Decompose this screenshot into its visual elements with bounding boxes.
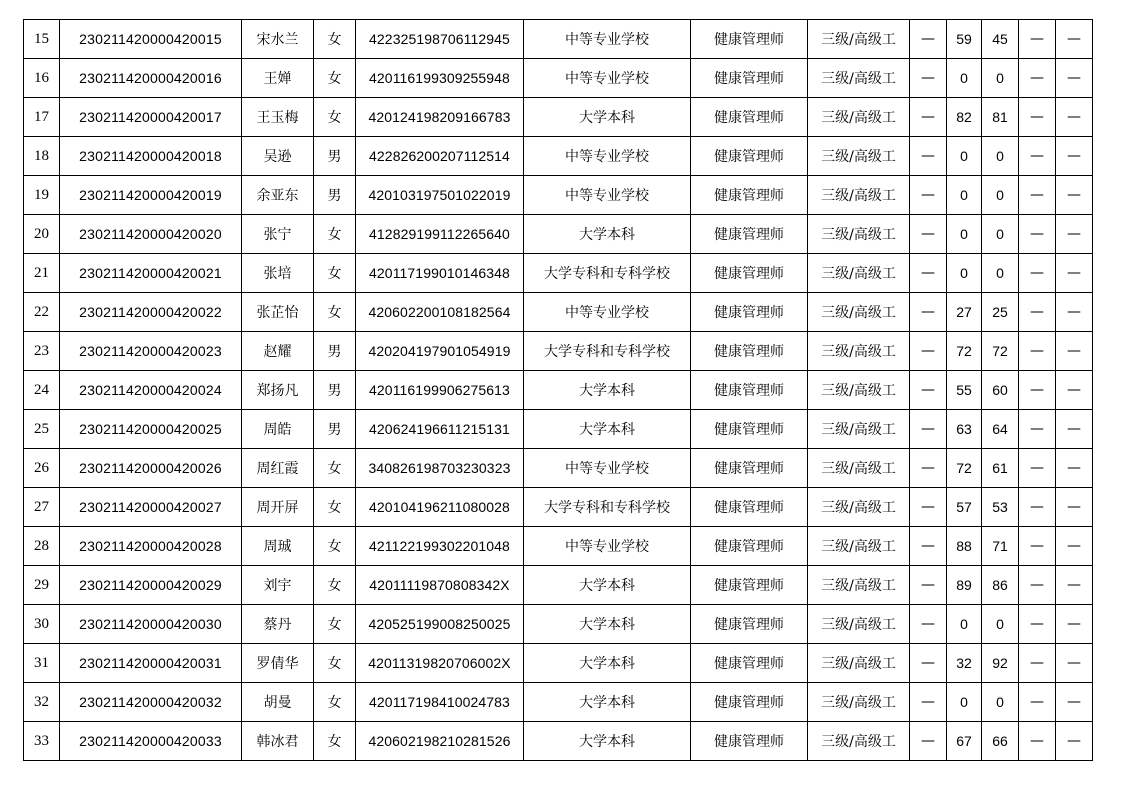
name-cell: 刘宇 — [242, 566, 314, 605]
name-cell: 王玉梅 — [242, 98, 314, 137]
level-cell: 三级/高级工 — [808, 722, 910, 761]
ticket-number-cell: 230211420000420027 — [60, 488, 242, 527]
education-cell: 中等专业学校 — [524, 449, 691, 488]
dash-cell: — — [1019, 215, 1056, 254]
seq-cell: 31 — [24, 644, 60, 683]
occupation-cell: 健康管理师 — [691, 98, 808, 137]
ticket-number-cell: 230211420000420021 — [60, 254, 242, 293]
score-theory-cell: 63 — [947, 410, 982, 449]
score-theory-cell: 0 — [947, 683, 982, 722]
table-row — [24, 722, 1093, 761]
seq-cell: 22 — [24, 293, 60, 332]
score-theory-cell: 0 — [947, 605, 982, 644]
dash-cell: — — [910, 605, 947, 644]
seq-cell: 25 — [24, 410, 60, 449]
id-number-cell: 340826198703230323 — [356, 449, 524, 488]
gender-cell: 女 — [314, 566, 356, 605]
id-number-cell: 42011319820706002X — [356, 644, 524, 683]
occupation-cell: 健康管理师 — [691, 449, 808, 488]
gender-cell: 女 — [314, 59, 356, 98]
level-cell: 三级/高级工 — [808, 254, 910, 293]
ticket-number-cell: 230211420000420019 — [60, 176, 242, 215]
score-theory-cell: 67 — [947, 722, 982, 761]
dash-cell: — — [1019, 644, 1056, 683]
occupation-cell: 健康管理师 — [691, 644, 808, 683]
score-theory-cell: 82 — [947, 98, 982, 137]
score-theory-cell: 89 — [947, 566, 982, 605]
dash-cell: — — [1056, 137, 1093, 176]
ticket-number-cell: 230211420000420023 — [60, 332, 242, 371]
score-theory-cell: 72 — [947, 332, 982, 371]
table-row — [24, 254, 1093, 293]
level-cell: 三级/高级工 — [808, 488, 910, 527]
id-number-cell: 420116199906275613 — [356, 371, 524, 410]
id-number-cell: 412829199112265640 — [356, 215, 524, 254]
dash-cell: — — [1056, 215, 1093, 254]
level-cell: 三级/高级工 — [808, 605, 910, 644]
dash-cell: — — [910, 722, 947, 761]
dash-cell: — — [1019, 59, 1056, 98]
table-row — [24, 293, 1093, 332]
id-number-cell: 422826200207112514 — [356, 137, 524, 176]
dash-cell: — — [1056, 683, 1093, 722]
table-row — [24, 605, 1093, 644]
name-cell: 周开屏 — [242, 488, 314, 527]
ticket-number-cell: 230211420000420031 — [60, 644, 242, 683]
gender-cell: 男 — [314, 137, 356, 176]
education-cell: 中等专业学校 — [524, 20, 691, 59]
occupation-cell: 健康管理师 — [691, 254, 808, 293]
ticket-number-cell: 230211420000420024 — [60, 371, 242, 410]
seq-cell: 23 — [24, 332, 60, 371]
dash-cell: — — [910, 215, 947, 254]
score-theory-cell: 55 — [947, 371, 982, 410]
score-theory-cell: 32 — [947, 644, 982, 683]
id-number-cell: 420104196211080028 — [356, 488, 524, 527]
level-cell: 三级/高级工 — [808, 371, 910, 410]
name-cell: 周皓 — [242, 410, 314, 449]
id-number-cell: 420602200108182564 — [356, 293, 524, 332]
score-skill-cell: 0 — [982, 59, 1019, 98]
name-cell: 罗倩华 — [242, 644, 314, 683]
dash-cell: — — [1056, 371, 1093, 410]
education-cell: 大学本科 — [524, 410, 691, 449]
id-number-cell: 422325198706112945 — [356, 20, 524, 59]
score-skill-cell: 72 — [982, 332, 1019, 371]
dash-cell: — — [1056, 410, 1093, 449]
gender-cell: 女 — [314, 20, 356, 59]
level-cell: 三级/高级工 — [808, 644, 910, 683]
score-skill-cell: 0 — [982, 137, 1019, 176]
name-cell: 张培 — [242, 254, 314, 293]
seq-cell: 18 — [24, 137, 60, 176]
occupation-cell: 健康管理师 — [691, 410, 808, 449]
table-row — [24, 59, 1093, 98]
score-skill-cell: 92 — [982, 644, 1019, 683]
score-skill-cell: 81 — [982, 98, 1019, 137]
education-cell: 大学本科 — [524, 644, 691, 683]
dash-cell: — — [910, 20, 947, 59]
score-skill-cell: 0 — [982, 683, 1019, 722]
level-cell: 三级/高级工 — [808, 527, 910, 566]
ticket-number-cell: 230211420000420033 — [60, 722, 242, 761]
seq-cell: 19 — [24, 176, 60, 215]
seq-cell: 17 — [24, 98, 60, 137]
dash-cell: — — [1019, 605, 1056, 644]
ticket-number-cell: 230211420000420029 — [60, 566, 242, 605]
ticket-number-cell: 230211420000420020 — [60, 215, 242, 254]
ticket-number-cell: 230211420000420030 — [60, 605, 242, 644]
occupation-cell: 健康管理师 — [691, 332, 808, 371]
dash-cell: — — [910, 644, 947, 683]
dash-cell: — — [1056, 176, 1093, 215]
score-theory-cell: 0 — [947, 215, 982, 254]
dash-cell: — — [1056, 488, 1093, 527]
dash-cell: — — [910, 527, 947, 566]
ticket-number-cell: 230211420000420026 — [60, 449, 242, 488]
occupation-cell: 健康管理师 — [691, 683, 808, 722]
id-number-cell: 420117199010146348 — [356, 254, 524, 293]
score-skill-cell: 71 — [982, 527, 1019, 566]
gender-cell: 男 — [314, 371, 356, 410]
dash-cell: — — [1019, 488, 1056, 527]
education-cell: 中等专业学校 — [524, 137, 691, 176]
gender-cell: 女 — [314, 98, 356, 137]
occupation-cell: 健康管理师 — [691, 722, 808, 761]
score-theory-cell: 27 — [947, 293, 982, 332]
score-skill-cell: 25 — [982, 293, 1019, 332]
gender-cell: 女 — [314, 605, 356, 644]
seq-cell: 26 — [24, 449, 60, 488]
occupation-cell: 健康管理师 — [691, 488, 808, 527]
table-row — [24, 137, 1093, 176]
dash-cell: — — [910, 410, 947, 449]
dash-cell: — — [910, 488, 947, 527]
education-cell: 大学本科 — [524, 605, 691, 644]
dash-cell: — — [1019, 98, 1056, 137]
dash-cell: — — [1019, 449, 1056, 488]
score-theory-cell: 88 — [947, 527, 982, 566]
seq-cell: 27 — [24, 488, 60, 527]
dash-cell: — — [1056, 98, 1093, 137]
dash-cell: — — [1019, 137, 1056, 176]
score-skill-cell: 60 — [982, 371, 1019, 410]
table-row — [24, 488, 1093, 527]
score-theory-cell: 0 — [947, 59, 982, 98]
dash-cell: — — [1019, 566, 1056, 605]
gender-cell: 女 — [314, 527, 356, 566]
dash-cell: — — [1019, 176, 1056, 215]
seq-cell: 30 — [24, 605, 60, 644]
occupation-cell: 健康管理师 — [691, 59, 808, 98]
ticket-number-cell: 230211420000420028 — [60, 527, 242, 566]
score-skill-cell: 66 — [982, 722, 1019, 761]
name-cell: 周珹 — [242, 527, 314, 566]
ticket-number-cell: 230211420000420032 — [60, 683, 242, 722]
name-cell: 吴逊 — [242, 137, 314, 176]
level-cell: 三级/高级工 — [808, 20, 910, 59]
gender-cell: 女 — [314, 722, 356, 761]
name-cell: 赵耀 — [242, 332, 314, 371]
name-cell: 郑扬凡 — [242, 371, 314, 410]
seq-cell: 20 — [24, 215, 60, 254]
score-theory-cell: 72 — [947, 449, 982, 488]
gender-cell: 女 — [314, 683, 356, 722]
id-number-cell: 420103197501022019 — [356, 176, 524, 215]
table-row — [24, 332, 1093, 371]
occupation-cell: 健康管理师 — [691, 20, 808, 59]
table-row — [24, 644, 1093, 683]
score-skill-cell: 45 — [982, 20, 1019, 59]
education-cell: 大学本科 — [524, 683, 691, 722]
table-row — [24, 449, 1093, 488]
name-cell: 王婵 — [242, 59, 314, 98]
education-cell: 大学本科 — [524, 566, 691, 605]
name-cell: 周红霞 — [242, 449, 314, 488]
score-skill-cell: 0 — [982, 254, 1019, 293]
education-cell: 大学专科和专科学校 — [524, 254, 691, 293]
gender-cell: 女 — [314, 215, 356, 254]
education-cell: 大学专科和专科学校 — [524, 488, 691, 527]
dash-cell: — — [1019, 527, 1056, 566]
gender-cell: 女 — [314, 254, 356, 293]
seq-cell: 32 — [24, 683, 60, 722]
education-cell: 大学本科 — [524, 371, 691, 410]
gender-cell: 女 — [314, 488, 356, 527]
ticket-number-cell: 230211420000420022 — [60, 293, 242, 332]
education-cell: 大学专科和专科学校 — [524, 332, 691, 371]
results-table — [23, 19, 1093, 761]
id-number-cell: 421122199302201048 — [356, 527, 524, 566]
education-cell: 大学本科 — [524, 722, 691, 761]
gender-cell: 男 — [314, 176, 356, 215]
level-cell: 三级/高级工 — [808, 449, 910, 488]
dash-cell: — — [1056, 722, 1093, 761]
dash-cell: — — [1019, 254, 1056, 293]
name-cell: 张宁 — [242, 215, 314, 254]
dash-cell: — — [1056, 527, 1093, 566]
dash-cell: — — [910, 98, 947, 137]
id-number-cell: 420602198210281526 — [356, 722, 524, 761]
dash-cell: — — [1019, 722, 1056, 761]
level-cell: 三级/高级工 — [808, 293, 910, 332]
ticket-number-cell: 230211420000420015 — [60, 20, 242, 59]
dash-cell: — — [1056, 644, 1093, 683]
seq-cell: 16 — [24, 59, 60, 98]
name-cell: 胡曼 — [242, 683, 314, 722]
seq-cell: 28 — [24, 527, 60, 566]
ticket-number-cell: 230211420000420018 — [60, 137, 242, 176]
dash-cell: — — [910, 449, 947, 488]
score-skill-cell: 64 — [982, 410, 1019, 449]
dash-cell: — — [1056, 254, 1093, 293]
score-theory-cell: 0 — [947, 137, 982, 176]
id-number-cell: 420117198410024783 — [356, 683, 524, 722]
name-cell: 余亚东 — [242, 176, 314, 215]
id-number-cell: 420204197901054919 — [356, 332, 524, 371]
education-cell: 大学本科 — [524, 98, 691, 137]
level-cell: 三级/高级工 — [808, 683, 910, 722]
score-theory-cell: 0 — [947, 176, 982, 215]
level-cell: 三级/高级工 — [808, 59, 910, 98]
education-cell: 中等专业学校 — [524, 293, 691, 332]
dash-cell: — — [910, 176, 947, 215]
occupation-cell: 健康管理师 — [691, 137, 808, 176]
dash-cell: — — [910, 683, 947, 722]
dash-cell: — — [1056, 59, 1093, 98]
education-cell: 中等专业学校 — [524, 527, 691, 566]
table-row — [24, 371, 1093, 410]
occupation-cell: 健康管理师 — [691, 176, 808, 215]
dash-cell: — — [1056, 20, 1093, 59]
dash-cell: — — [910, 59, 947, 98]
table-row — [24, 683, 1093, 722]
level-cell: 三级/高级工 — [808, 137, 910, 176]
dash-cell: — — [1056, 605, 1093, 644]
table-row — [24, 20, 1093, 59]
name-cell: 张芷怡 — [242, 293, 314, 332]
gender-cell: 女 — [314, 644, 356, 683]
score-theory-cell: 57 — [947, 488, 982, 527]
ticket-number-cell: 230211420000420025 — [60, 410, 242, 449]
occupation-cell: 健康管理师 — [691, 293, 808, 332]
level-cell: 三级/高级工 — [808, 176, 910, 215]
score-theory-cell: 0 — [947, 254, 982, 293]
table-row — [24, 176, 1093, 215]
seq-cell: 24 — [24, 371, 60, 410]
level-cell: 三级/高级工 — [808, 215, 910, 254]
ticket-number-cell: 230211420000420016 — [60, 59, 242, 98]
gender-cell: 女 — [314, 449, 356, 488]
id-number-cell: 420116199309255948 — [356, 59, 524, 98]
score-skill-cell: 0 — [982, 215, 1019, 254]
id-number-cell: 42011119870808342X — [356, 566, 524, 605]
score-skill-cell: 61 — [982, 449, 1019, 488]
table-row — [24, 98, 1093, 137]
dash-cell: — — [1019, 293, 1056, 332]
level-cell: 三级/高级工 — [808, 98, 910, 137]
dash-cell: — — [1056, 449, 1093, 488]
name-cell: 韩冰君 — [242, 722, 314, 761]
table-row — [24, 566, 1093, 605]
score-skill-cell: 0 — [982, 176, 1019, 215]
level-cell: 三级/高级工 — [808, 410, 910, 449]
seq-cell: 15 — [24, 20, 60, 59]
score-skill-cell: 86 — [982, 566, 1019, 605]
ticket-number-cell: 230211420000420017 — [60, 98, 242, 137]
dash-cell: — — [910, 566, 947, 605]
dash-cell: — — [1019, 683, 1056, 722]
id-number-cell: 420124198209166783 — [356, 98, 524, 137]
level-cell: 三级/高级工 — [808, 566, 910, 605]
dash-cell: — — [1056, 332, 1093, 371]
level-cell: 三级/高级工 — [808, 332, 910, 371]
id-number-cell: 420525199008250025 — [356, 605, 524, 644]
dash-cell: — — [910, 137, 947, 176]
gender-cell: 男 — [314, 410, 356, 449]
dash-cell: — — [1056, 566, 1093, 605]
seq-cell: 29 — [24, 566, 60, 605]
dash-cell: — — [910, 254, 947, 293]
seq-cell: 21 — [24, 254, 60, 293]
occupation-cell: 健康管理师 — [691, 566, 808, 605]
dash-cell: — — [1019, 332, 1056, 371]
gender-cell: 男 — [314, 332, 356, 371]
dash-cell: — — [1019, 371, 1056, 410]
table-row — [24, 215, 1093, 254]
table-body — [24, 20, 1093, 761]
score-theory-cell: 59 — [947, 20, 982, 59]
name-cell: 宋水兰 — [242, 20, 314, 59]
score-skill-cell: 0 — [982, 605, 1019, 644]
score-skill-cell: 53 — [982, 488, 1019, 527]
dash-cell: — — [910, 293, 947, 332]
occupation-cell: 健康管理师 — [691, 527, 808, 566]
dash-cell: — — [1056, 293, 1093, 332]
table-row — [24, 527, 1093, 566]
seq-cell: 33 — [24, 722, 60, 761]
id-number-cell: 420624196611215131 — [356, 410, 524, 449]
gender-cell: 女 — [314, 293, 356, 332]
education-cell: 大学本科 — [524, 215, 691, 254]
dash-cell: — — [910, 332, 947, 371]
dash-cell: — — [910, 371, 947, 410]
occupation-cell: 健康管理师 — [691, 371, 808, 410]
table-row — [24, 410, 1093, 449]
occupation-cell: 健康管理师 — [691, 605, 808, 644]
dash-cell: — — [1019, 410, 1056, 449]
dash-cell: — — [1019, 20, 1056, 59]
name-cell: 蔡丹 — [242, 605, 314, 644]
education-cell: 中等专业学校 — [524, 59, 691, 98]
occupation-cell: 健康管理师 — [691, 215, 808, 254]
education-cell: 中等专业学校 — [524, 176, 691, 215]
